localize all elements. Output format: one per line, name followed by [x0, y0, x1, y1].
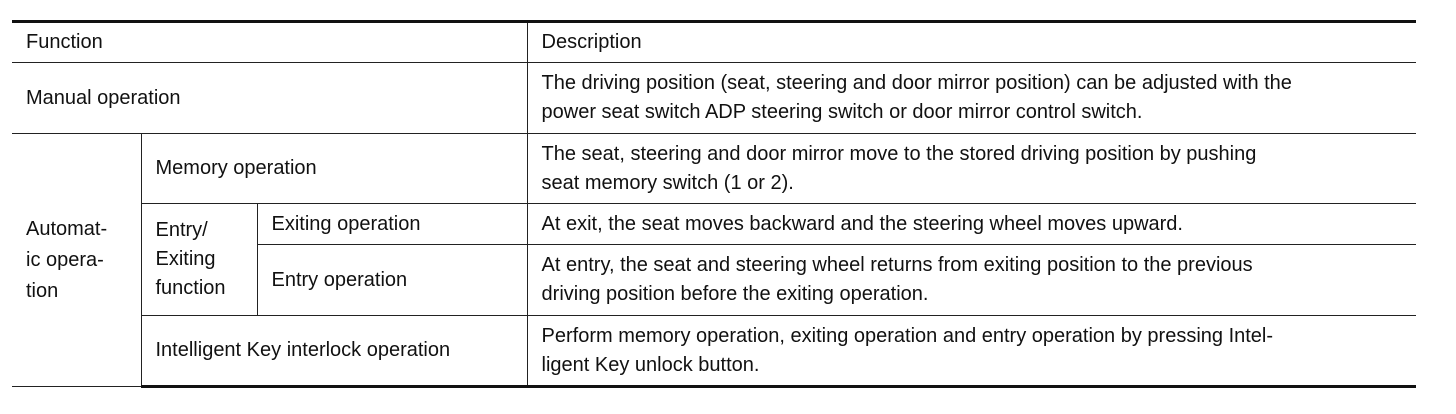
table-row	[12, 63, 1416, 134]
table-row	[12, 204, 1416, 245]
table-row	[12, 316, 1416, 387]
manual-operation-function: Manual operation	[12, 63, 527, 134]
table-header-row	[12, 22, 1416, 63]
intelligent-key-function: Intelligent Key interlock operation	[141, 316, 527, 387]
header-description: Description	[527, 22, 1416, 63]
manual-operation-description: The driving position (seat, steering and door mirror position) can be adjusted with the power seat switch ADP steering switch or door mirror control switch.	[527, 63, 1416, 134]
memory-operation-description: The seat, steering and door mirror move to the stored driving position by pushing seat memory switch (1 or 2).	[527, 134, 1416, 204]
automatic-operation-label: Automat- ic opera- tion	[12, 134, 141, 387]
entry-operation-description: At entry, the seat and steering wheel returns from exiting position to the previous driving position before the exiting operation.	[527, 245, 1416, 316]
intelligent-key-description: Perform memory operation, exiting operation and entry operation by pressing Intel- ligent Key unlock button.	[527, 316, 1416, 387]
exiting-operation-description: At exit, the seat moves backward and the steering wheel moves upward.	[527, 204, 1416, 245]
memory-operation-function: Memory operation	[141, 134, 527, 204]
entry-exiting-function-label: Entry/ Exiting function	[141, 204, 257, 316]
function-description-table	[12, 20, 1416, 388]
header-function: Function	[12, 22, 527, 63]
entry-operation-function: Entry operation	[257, 245, 527, 316]
table-row	[12, 134, 1416, 204]
exiting-operation-function: Exiting operation	[257, 204, 527, 245]
